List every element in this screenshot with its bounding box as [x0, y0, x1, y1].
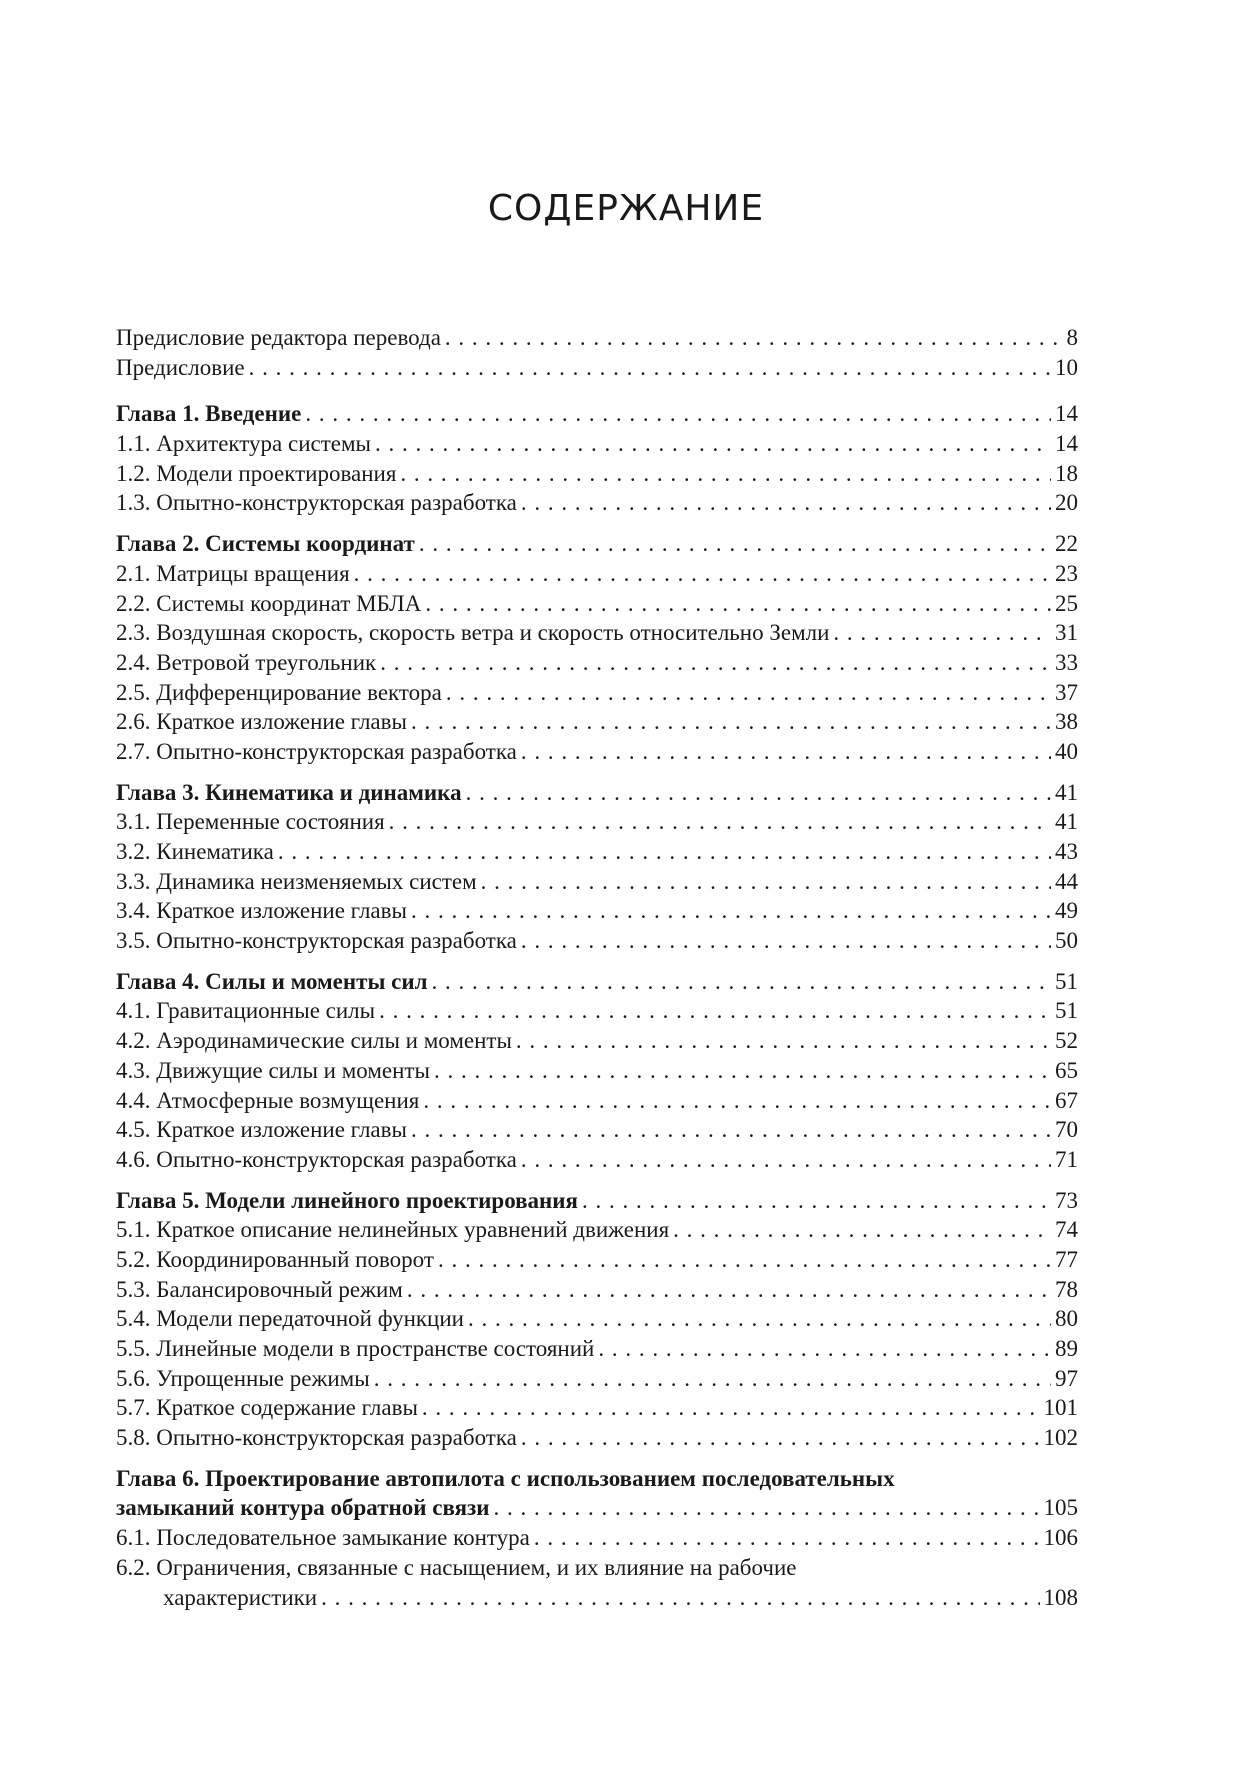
chapter-heading: [116, 399, 1078, 429]
leader-dots: [305, 399, 1051, 429]
toc-entry-label: 3.1. Переменные состояния: [116, 809, 385, 835]
toc-entry: [116, 559, 1078, 589]
leader-dots: [380, 648, 1051, 678]
page-number: 22: [1055, 531, 1078, 557]
toc-entry: [116, 737, 1078, 767]
toc-entry-label: 3.5. Опытно-конструкторская разработка: [116, 928, 517, 954]
chapter-section: [116, 1186, 1078, 1453]
toc-entry: [116, 1304, 1078, 1334]
toc-entry-label: 2.2. Системы координат МБЛА: [116, 590, 422, 616]
page-number: 41: [1055, 779, 1078, 805]
toc-entry: [116, 1583, 1078, 1613]
toc-entry-label: 2.7. Опытно-конструкторская разработка: [116, 738, 517, 764]
toc-entry-label: 5.4. Модели передаточной функции: [116, 1306, 464, 1332]
chapter-heading-line: Глава 6. Проектирование автопилота с использованием последовательных: [116, 1465, 895, 1491]
page-number: 41: [1055, 809, 1078, 835]
page-number: 20: [1055, 490, 1078, 516]
page-number: 31: [1055, 620, 1078, 646]
page-number: 50: [1055, 928, 1078, 954]
toc-entry: [116, 323, 1078, 353]
toc-entry-label: 5.1. Краткое описание нелинейных уравнений движения: [116, 1217, 670, 1243]
leader-dots: [422, 1393, 1040, 1423]
toc-entry: [116, 1393, 1078, 1423]
chapter-section: [116, 778, 1078, 956]
leader-dots: [423, 1086, 1051, 1116]
toc-entry-label: 5.3. Балансировочный режим: [116, 1276, 403, 1302]
leader-dots: [278, 837, 1051, 867]
leader-dots: [374, 1364, 1051, 1394]
leader-dots: [582, 1186, 1051, 1216]
toc-entry: [116, 1364, 1078, 1394]
chapter-heading-label: Глава 4. Силы и моменты сил: [116, 968, 428, 994]
toc-entry: [116, 837, 1078, 867]
toc-entry: [116, 1523, 1078, 1553]
chapter-section: [116, 529, 1078, 767]
toc-entry: [116, 1334, 1078, 1364]
toc-entry-label: 1.1. Архитектура системы: [116, 431, 371, 457]
page-number: 102: [1043, 1425, 1078, 1451]
toc-entry-label: 4.2. Аэродинамические силы и моменты: [116, 1028, 512, 1054]
chapter-heading-label: Глава 2. Системы координат: [116, 531, 415, 557]
toc-entry-label: 1.2. Модели проектирования: [116, 460, 397, 486]
leader-dots: [411, 707, 1051, 737]
table-of-contents: [116, 323, 1078, 1623]
leader-dots: [516, 1026, 1051, 1056]
leader-dots: [425, 589, 1051, 619]
toc-entry: [116, 1115, 1078, 1145]
page-number: 14: [1055, 401, 1078, 427]
page-number: 105: [1043, 1495, 1078, 1521]
leader-dots: [468, 1304, 1051, 1334]
toc-entry-label: 2.6. Краткое изложение главы: [116, 709, 407, 735]
toc-entry: [116, 429, 1078, 459]
toc-entry-label: 2.5. Дифференцирование вектора: [116, 679, 442, 705]
toc-entry-label: 3.2. Кинематика: [116, 839, 274, 864]
leader-dots: [432, 967, 1051, 997]
leader-dots: [249, 353, 1051, 383]
toc-entry-label: Предисловие редактора перевода: [116, 325, 441, 350]
page-number: 38: [1055, 709, 1078, 735]
leader-dots: [400, 459, 1051, 489]
leader-dots: [354, 559, 1051, 589]
leader-dots: [466, 778, 1051, 808]
chapter-section: [116, 967, 1078, 1175]
leader-dots: [521, 1145, 1051, 1175]
page-title: СОДЕРЖАНИЕ: [487, 188, 765, 229]
leader-dots: [494, 1493, 1040, 1523]
toc-entry: [116, 1145, 1078, 1175]
chapter-heading: [116, 1186, 1078, 1216]
leader-dots: [521, 488, 1051, 518]
toc-entry-label: 4.5. Краткое изложение главы: [116, 1117, 407, 1143]
leader-dots: [481, 867, 1051, 897]
page-number: 89: [1055, 1336, 1078, 1361]
chapter-6-section: [116, 1464, 1078, 1612]
toc-entry-label: характеристики: [163, 1584, 318, 1610]
chapter-heading-label: Глава 3. Кинематика и динамика: [116, 779, 462, 805]
toc-entry: [116, 1056, 1078, 1086]
toc-entry-label: 3.3. Динамика неизменяемых систем: [116, 868, 477, 894]
page-number: 18: [1055, 460, 1078, 486]
toc-entry-label: 2.4. Ветровой треугольник: [116, 649, 377, 675]
page-number: 78: [1055, 1276, 1078, 1302]
toc-entry-line: 6.2. Ограничения, связанные с насыщением, и их влияние на рабочие: [116, 1554, 797, 1580]
leader-dots: [445, 323, 1063, 353]
toc-entry: [116, 618, 1078, 648]
leader-dots: [521, 926, 1051, 956]
toc-entry: [116, 459, 1078, 489]
page-number: 23: [1055, 560, 1078, 586]
page-number: 44: [1055, 868, 1078, 894]
page-number: 37: [1055, 679, 1078, 705]
toc-entry: [116, 926, 1078, 956]
chapter-heading-label: Глава 1. Введение: [116, 401, 302, 427]
page-number: 77: [1055, 1246, 1078, 1272]
chapters-list: [116, 399, 1078, 1452]
toc-entry: [116, 807, 1078, 837]
leader-dots: [407, 1275, 1051, 1305]
page-number: 51: [1055, 968, 1078, 994]
toc-entry: [116, 1275, 1078, 1305]
page-number: 40: [1055, 738, 1078, 764]
toc-entry: [116, 1423, 1078, 1453]
page-number: 108: [1043, 1584, 1078, 1610]
chapter-heading: [116, 1493, 1078, 1523]
leader-dots: [521, 1423, 1040, 1453]
toc-entry-label: 5.8. Опытно-конструкторская разработка: [116, 1425, 517, 1451]
leader-dots: [598, 1334, 1051, 1364]
page-number: 73: [1055, 1187, 1078, 1213]
chapter-heading-label: Глава 5. Модели линейного проектирования: [116, 1187, 578, 1213]
page-number: 67: [1055, 1087, 1078, 1113]
toc-entry: [116, 678, 1078, 708]
toc-entry-label: 4.6. Опытно-конструкторская разработка: [116, 1146, 517, 1172]
toc-entry-label: 5.2. Координированный поворот: [116, 1246, 434, 1272]
page-number: 52: [1055, 1028, 1078, 1054]
toc-entry-label: 3.4. Краткое изложение главы: [116, 898, 407, 924]
toc-entry-label: Предисловие: [116, 354, 245, 380]
leader-dots: [321, 1583, 1039, 1613]
page-number: 65: [1055, 1057, 1078, 1083]
page-number: 71: [1055, 1146, 1078, 1172]
page-number: 70: [1055, 1117, 1078, 1143]
page-number: 106: [1043, 1525, 1078, 1551]
page-number: 8: [1066, 325, 1078, 350]
chapter-heading: [116, 967, 1078, 997]
page-number: 74: [1055, 1217, 1078, 1243]
leader-dots: [438, 1245, 1051, 1275]
leader-dots: [375, 429, 1051, 459]
leader-dots: [534, 1523, 1040, 1553]
leader-dots: [389, 807, 1051, 837]
chapter-heading: [116, 529, 1078, 559]
page-number: 49: [1055, 898, 1078, 924]
toc-entry: [116, 589, 1078, 619]
page-number: 33: [1055, 649, 1078, 675]
toc-entry: [116, 1215, 1078, 1245]
toc-entry-label: 4.3. Движущие силы и моменты: [116, 1057, 430, 1083]
toc-entry-label: 5.6. Упрощенные режимы: [116, 1365, 370, 1391]
leader-dots: [411, 1115, 1051, 1145]
toc-entry-label: 5.7. Краткое содержание главы: [116, 1395, 418, 1421]
front-matter-section: [116, 323, 1078, 382]
toc-entry-label: 4.4. Атмосферные возмущения: [116, 1087, 420, 1113]
leader-dots: [411, 896, 1051, 926]
leader-dots: [833, 618, 1051, 648]
toc-entry: [116, 1026, 1078, 1056]
leader-dots: [434, 1056, 1051, 1086]
leader-dots: [419, 529, 1051, 559]
leader-dots: [446, 678, 1051, 708]
chapter-section: [116, 399, 1078, 518]
page-number: 10: [1055, 354, 1078, 380]
toc-entry: [116, 867, 1078, 897]
toc-entry: [116, 648, 1078, 678]
toc-entry: [116, 896, 1078, 926]
toc-entry: [116, 707, 1078, 737]
leader-dots: [379, 996, 1051, 1026]
leader-dots: [673, 1215, 1051, 1245]
page-number: 14: [1055, 431, 1078, 457]
page-number: 80: [1055, 1306, 1078, 1332]
toc-entry-label: 2.1. Матрицы вращения: [116, 560, 350, 586]
toc-entry: [116, 1245, 1078, 1275]
toc-entry: [116, 353, 1078, 383]
toc-entry-label: 1.3. Опытно-конструкторская разработка: [116, 490, 517, 516]
chapter-heading: [116, 778, 1078, 808]
page-number: 25: [1055, 590, 1078, 616]
toc-entry-label: 5.5. Линейные модели в пространстве состояний: [116, 1336, 595, 1361]
page-number: 101: [1043, 1395, 1078, 1421]
toc-entry-label: 6.1. Последовательное замыкание контура: [116, 1525, 530, 1551]
page-number: 51: [1055, 998, 1078, 1024]
toc-entry: [116, 1086, 1078, 1116]
toc-entry: [116, 488, 1078, 518]
page-number: 43: [1055, 839, 1078, 864]
chapter-heading-label: замыканий контура обратной связи: [116, 1495, 490, 1521]
toc-entry-label: 2.3. Воздушная скорость, скорость ветра и скорость относительно Земли: [116, 620, 830, 646]
leader-dots: [521, 737, 1051, 767]
toc-entry: [116, 996, 1078, 1026]
page-number: 97: [1055, 1365, 1078, 1391]
toc-entry-label: 4.1. Гравитационные силы: [116, 998, 376, 1024]
